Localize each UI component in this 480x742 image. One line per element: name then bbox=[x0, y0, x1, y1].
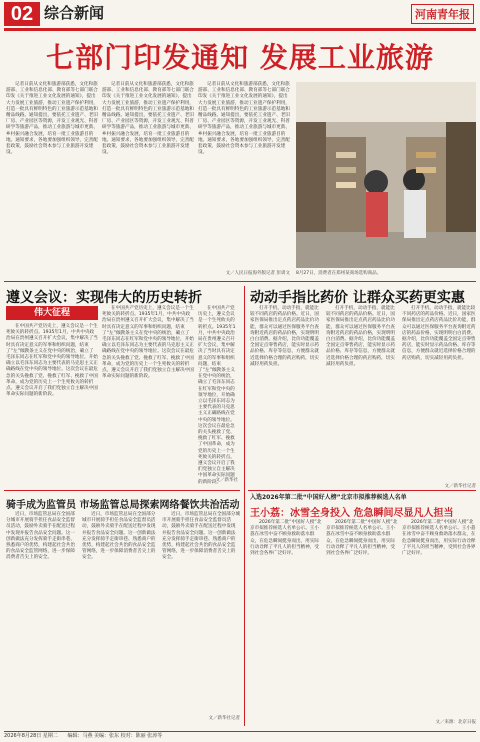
article-2-col-3: 打开手机，动动手指，就能比较不同药店的药品价格。近日，国家医保局推出定点药店药品比价功能，群众可以通过医保服务平台查询附近药店的药品价格，实现明明白白消费。据介绍，比价功能覆盖全国定点零售药店，能实时显示药品价格、库存等信息，方便群众就近选择价格合理的药店购药，切实减轻用药负担。 bbox=[402, 306, 476, 361]
page-number: 02 bbox=[4, 2, 40, 26]
article-1-tag: 伟大征程 bbox=[6, 306, 98, 320]
footer-editor: 编辑：马燕 美编：张东 校对：陈丽 张涛等 bbox=[67, 733, 163, 739]
article-2-col-2: 打开手机，动动手指，就能比较不同药店的药品价格。近日，国家医保局推出定点药店药品比价功能，群众可以通过医保服务平台查询附近药店的药品价格，实现明明白白消费。据介绍，比价功能覆盖全国定点零售药店，能实时显示药品价格、库存等信息，方便群众就近选择价格合理的药店购药，切实减轻用药负担。 bbox=[326, 306, 395, 367]
article-3-col-3: 近日，市场监管总局在全国部分城市开展骑手担任食品安全监督员活动，鼓励外卖骑手在配送过程中发现并报告食品安全问题。这一创新做法充分发挥骑手走街串巷、熟悉商户的优势，构建起社会共治的食品安全监管网络，进一步保障消费者舌尖上的安全。 bbox=[162, 512, 240, 561]
article-4-col-3: 2026年第二批“中国好人榜”北京市拟推荐候选人名单公示。王小荔在冰雪中奋不顾身救助落水群众，在危急瞬间挺身而出，用实际行动诠释了平凡人的担当精神，受到社会各界广泛好评。 bbox=[402, 520, 476, 557]
footer-date: 2026年8月28日 星期二 bbox=[4, 733, 58, 739]
photo-caption: 8月27日，消费者在郑州某商场选购商品。 bbox=[296, 271, 382, 276]
article-3-title: 骑手成为监管员 市场监管总局探索网络餐饮共治活动 bbox=[6, 500, 240, 511]
paper-name: 河南青年报 bbox=[411, 4, 474, 24]
article-4-title: 王小荔：冰雪全身投入 危急瞬间尽显凡人担当 bbox=[250, 508, 454, 519]
section-divider-3 bbox=[248, 490, 476, 491]
article-2-credit: 文／新华社记者 bbox=[444, 484, 476, 489]
page-header bbox=[0, 0, 480, 28]
article-1-credit: 文／新华社 bbox=[215, 478, 238, 483]
header-rule bbox=[4, 28, 476, 31]
article-4-credit: 文／来源：北京日报 bbox=[435, 720, 476, 725]
article-2-col-1: 打开手机，动动手指，就能比较不同药店的药品价格。近日，国家医保局推出定点药店药品比价功能，群众可以通过医保服务平台查询附近药店的药品价格，实现明明白白消费。据介绍，比价功能覆盖全国定点零售药店，能实时显示药品价格、库存等信息，方便群众就近选择价格合理的药店购药，切实减轻用药负担。 bbox=[250, 306, 319, 367]
article-4-col-1: 2026年第二批“中国好人榜”北京市拟推荐候选人名单公示。王小荔在冰雪中奋不顾身救助落水群众，在危急瞬间挺身而出，用实际行动诠释了平凡人的担当精神，受到社会各界广泛好评。 bbox=[250, 520, 322, 557]
main-story-col-1: 记者日前从文化和旅游部获悉，文化和旅游部、工业和信息化部、教育部等七部门联合印发《关于推进工业文化发展的通知》，提出大力发展工业旅游，推动工业遗产保护利用，打造一批具有鲜明特色的工业旅游示范基地和精品线路。通知提出，要依托工业遗产、老旧厂房、产业园区等资源，开发工业观光、科普研学等旅游产品，推动工业旅游与城市更新、乡村振兴融合发展，培育一批工业旅游目的地。通知要求，各地要加强组织领导，完善配套政策，鼓励社会资本参与工业旅游开发建设。 bbox=[6, 82, 98, 156]
main-story-col-2: 记者日前从文化和旅游部获悉，文化和旅游部、工业和信息化部、教育部等七部门联合印发《关于推进工业文化发展的通知》，提出大力发展工业旅游，推动工业遗产保护利用，打造一批具有鲜明特色的工业旅游示范基地和精品线路。通知提出，要依托工业遗产、老旧厂房、产业园区等资源，开发工业观光、科普研学等旅游产品，推动工业旅游与城市更新、乡村振兴融合发展，培育一批工业旅游目的地。通知要求，各地要加强组织领导，完善配套政策，鼓励社会资本参与工业旅游开发建设。 bbox=[102, 82, 194, 156]
supermarket-photo-image bbox=[296, 82, 476, 268]
article-3-col-1: 近日，市场监管总局在全国部分城市开展骑手担任食品安全监督员活动，鼓励外卖骑手在配送过程中发现并报告食品安全问题。这一创新做法充分发挥骑手走街串巷、熟悉商户的优势，构建起社会共治的食品安全监管网络，进一步保障消费者舌尖上的安全。 bbox=[6, 512, 75, 561]
article-1-title: 遵义会议：实现伟大的历史转折 bbox=[6, 290, 202, 306]
main-story-byline: 文／人民日报海外版记者 彭训文 bbox=[225, 271, 290, 276]
section-divider-1 bbox=[4, 281, 476, 282]
article-4-kicker: 入选2026年第二批“中国好人榜”北京市拟推荐候选人名单 bbox=[250, 494, 407, 501]
section-divider-2 bbox=[4, 490, 240, 491]
main-story-col-3: 记者日前从文化和旅游部获悉，文化和旅游部、工业和信息化部、教育部等七部门联合印发《关于推进工业文化发展的通知》，提出大力发展工业旅游，推动工业遗产保护利用，打造一批具有鲜明特色的工业旅游示范基地和精品线路。通知提出，要依托工业遗产、老旧厂房、产业园区等资源，开发工业观光、科普研学等旅游产品，推动工业旅游与城市更新、乡村振兴融合发展，培育一批工业旅游目的地。通知要求，各地要加强组织领导，完善配套政策，鼓励社会资本参与工业旅游开发建设。 bbox=[198, 82, 290, 156]
article-1-col-3: 在中国共产党历史上，遵义会议是一个生死攸关的转折点。1935年1月，中共中央政治局在贵州遵义召开扩大会议，集中解决了当时具有决定意义的军事和组织问题，结束了“左”倾教条主义在党中央的统治，确立了毛泽东同志在红军和党中央的领导地位，开始确立以毛泽东同志为主要代表的马克思主义正确路线在党中央的领导地位。这次会议在最危急的关头挽救了党、挽救了红军、挽救了中国革命，成为党的历史上一个生死攸关的转折点。遵义会议开启了我们党独立自主解决中国革命实际问题的新阶段。 bbox=[198, 306, 236, 485]
vertical-divider bbox=[244, 286, 245, 726]
article-1-col-2: 在中国共产党历史上，遵义会议是一个生死攸关的转折点。1935年1月，中共中央政治局在贵州遵义召开扩大会议，集中解决了当时具有决定意义的军事和组织问题，结束了“左”倾教条主义在党中央的统治，确立了毛泽东同志在红军和党中央的领导地位，开始确立以毛泽东同志为主要代表的马克思主义正确路线在党中央的领导地位。这次会议在最危急的关头挽救了党、挽救了红军、挽救了中国革命，成为党的历史上一个生死攸关的转折点。遵义会议开启了我们党独立自主解决中国革命实际问题的新阶段。 bbox=[102, 306, 194, 380]
article-4-col-2: 2026年第二批“中国好人榜”北京市拟推荐候选人名单公示。王小荔在冰雪中奋不顾身救助落水群众，在危急瞬间挺身而出，用实际行动诠释了平凡人的担当精神，受到社会各界广泛好评。 bbox=[326, 520, 398, 557]
article-2-title: 动动手指比药价 让群众买药更实惠 bbox=[250, 290, 465, 306]
page-footer bbox=[4, 731, 476, 742]
supermarket-photo bbox=[296, 82, 476, 268]
section-title: 综合新闻 bbox=[44, 5, 105, 22]
article-3-credit: 文／新华社记者 bbox=[208, 716, 240, 721]
article-1-col-1: 在中国共产党历史上，遵义会议是一个生死攸关的转折点。1935年1月，中共中央政治局在贵州遵义召开扩大会议，集中解决了当时具有决定意义的军事和组织问题，结束了“左”倾教条主义在党中央的统治，确立了毛泽东同志在红军和党中央的领导地位，开始确立以毛泽东同志为主要代表的马克思主义正确路线在党中央的领导地位。这次会议在最危急的关头挽救了党、挽救了红军、挽救了中国革命，成为党的历史上一个生死攸关的转折点。遵义会议开启了我们党独立自主解决中国革命实际问题的新阶段。 bbox=[6, 324, 98, 398]
main-headline: 七部门印发通知 发展工业旅游 bbox=[46, 41, 434, 74]
article-3-col-2: 近日，市场监管总局在全国部分城市开展骑手担任食品安全监督员活动，鼓励外卖骑手在配送过程中发现并报告食品安全问题。这一创新做法充分发挥骑手走街串巷、熟悉商户的优势，构建起社会共治的食品安全监管网络，进一步保障消费者舌尖上的安全。 bbox=[82, 512, 156, 561]
